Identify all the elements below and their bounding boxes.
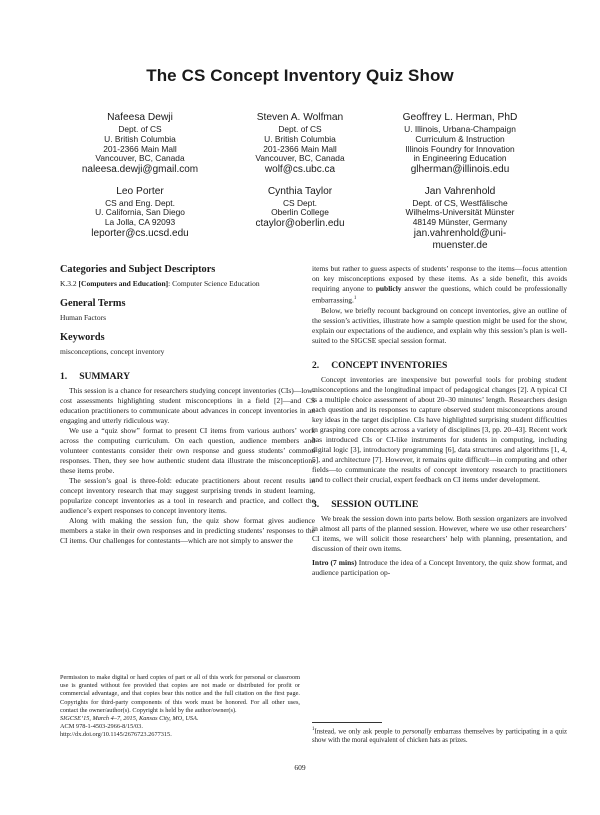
author-address: 201-2366 Main Mall xyxy=(103,143,177,154)
author-affiliation: U. California, San Diego xyxy=(95,207,185,218)
page-number: 609 xyxy=(294,763,306,772)
author-3 xyxy=(380,112,540,176)
author-name: Cynthia Taylor xyxy=(267,185,333,197)
author-affiliation: in Engineering Education xyxy=(413,153,507,164)
author-email: wolf@cs.ubc.ca xyxy=(264,164,336,176)
author-4 xyxy=(60,186,220,251)
author-affiliation: CS Dept. xyxy=(283,197,317,208)
author-affiliation: CS and Eng. Dept. xyxy=(105,197,175,208)
acm-isbn: ACM 978-1-4503-2966-8/15/03. xyxy=(60,723,143,731)
author-address: 201-2366 Main Mall xyxy=(263,143,337,154)
general-terms-heading: General Terms xyxy=(60,298,126,309)
right-column xyxy=(312,264,567,578)
left-column xyxy=(60,264,315,546)
author-email: muenster.de xyxy=(432,239,488,251)
session-outline-heading: 3. SESSION OUTLINE xyxy=(312,498,419,510)
author-email: naleesa.dewji@gmail.com xyxy=(81,164,199,176)
author-affiliation: U. Illinois, Urbana-Champaign xyxy=(404,124,516,134)
body-paragraph: Concept inventories are inexpensive but powerful tools for probing student misconceptions and the longitudinal impact of pedagogical changes [2]. A typical CI is a multiple choice assessment of about 20–30 minutes’ length. Researchers design each question and its responses to capture observed student misconceptions around key ideas in the target discipline. CIs have highlighted surprising student difficulties in grasping core concepts across a variety of disciplines [3, pp. 20–43]. Recent work has introduced CIs or CI-like instruments for students in computing, including digital logic [3], introductory programming [6], data structures and algorithms [1, 4, 5], and architecture [7]. However, it remains quite difficult—in computing and other fields—to communicate the results of concept inventory research to practitioners and to collect their crucial, expert feedback on CI items under development. xyxy=(312,374,567,484)
summary-paragraph: Along with making the session fun, the quiz show format gives audience members a stake in their own responses and in predicting students’ responses to the CI items. Our challenges for contestants—which are not simply to answer the xyxy=(60,516,315,545)
conference-line: SIGCSE’15, March 4–7, 2015, Kansas City, MO, USA. xyxy=(60,715,199,723)
author-email: ctaylor@oberlin.edu xyxy=(255,218,345,230)
keywords-heading: Keywords xyxy=(60,332,105,343)
footnote xyxy=(312,722,567,745)
author-2 xyxy=(220,112,380,176)
summary-paragraph: We use a “quiz show” format to present CI items from various authors’ work across the computing curriculum. On each question, audience members and volunteer contestants consider their own response and guess students’ common responses. Then, they see how authentic student data illustrate the misconceptions these items probe. xyxy=(60,426,315,475)
author-affiliation: Curriculum & Instruction xyxy=(415,133,505,144)
author-affiliation: Wilhelms-Universität Münster xyxy=(405,207,515,218)
author-affiliation: Dept. of CS xyxy=(118,124,162,134)
author-block xyxy=(60,112,540,251)
author-affiliation: Dept. of CS xyxy=(278,124,322,134)
paper-title: The CS Concept Inventory Quiz Show xyxy=(146,66,454,85)
author-email: leporter@cs.ucsd.edu xyxy=(91,228,189,240)
author-name: Steven A. Wolfman xyxy=(256,112,344,123)
body-paragraph: Below, we briefly recount background on concept inventories, give an outline of the session’s activities, illustrate how a sample question might be used for the show, explain our expectations of the audience, and explain why this session’s plan is well-suited to the SIGCSE special session format. xyxy=(312,305,567,345)
author-address: 48149 Münster, Germany xyxy=(412,217,508,228)
author-name: Nafeesa Dewji xyxy=(107,112,173,123)
summary-paragraph: The session’s goal is three-fold: educate practitioners about recent results in concept inventory research that may suggest surprising trends in student learning, popularize concept inventories as a tool in research and practice, and collect the audience’s expert responses to concept inventory items. xyxy=(60,476,315,515)
author-email: jan.vahrenhold@uni- xyxy=(413,228,507,240)
concept-inventories-heading: 2. CONCEPT INVENTORIES xyxy=(312,359,448,371)
author-affiliation: Illinois Foundry for Innovation xyxy=(405,143,515,154)
general-terms-text: Human Factors xyxy=(60,313,107,322)
summary-heading: 1. SUMMARY xyxy=(60,371,131,382)
author-1 xyxy=(60,112,220,176)
author-affiliation: U. British Columbia xyxy=(104,133,176,144)
summary-paragraph: This session is a chance for researchers studying concept inventories (CIs)—low-cost assessments highlighting student misconceptions in a field [2]—and CS education practitioners to communicate about advances in concept inventories in an engaging and utterly ridiculous way. xyxy=(60,386,315,425)
author-address: Vancouver, BC, Canada xyxy=(255,153,345,164)
footnote-text: $^1$Instead, we only ask people to personally embarrass themselves by participating in a quiz show with the moral equivalent of chicken hats as prizes. xyxy=(312,727,567,744)
author-name: Jan Vahrenhold xyxy=(424,185,496,197)
author-affiliation: Dept. of CS, Westfälische xyxy=(412,197,508,208)
author-6 xyxy=(380,186,540,251)
permission-text: Permission to make digital or hard copies of part or all of this work for personal or classroom use is granted without fee provided that copies are not made or distributed for profit or commercial advantage, and that copies bear this notice and the full citation on the first page. Copyrights for third-party components of this work must be honored. For all other uses, contact the owner/author(s). Copyright is held by the author/owner(s). xyxy=(60,674,300,714)
author-email: glherman@illinois.edu xyxy=(410,164,510,176)
author-5 xyxy=(220,186,380,251)
permission-block xyxy=(60,674,300,740)
body-paragraph: items but rather to guess aspects of students’ response to the items—focus attention on key misconceptions exposed by these items. As a side benefit, this avoids requiring anyone to publicly answer the questions, which could be professionally embarrassing.$^1$ xyxy=(312,264,567,305)
author-affiliation: Oberlin College xyxy=(271,207,329,218)
author-affiliation: U. British Columbia xyxy=(264,133,336,144)
author-name: Leo Porter xyxy=(116,185,164,197)
keywords-text: misconceptions, concept inventory xyxy=(60,347,165,356)
doi-link[interactable]: http://dx.doi.org/10.1145/2676723.2677315. xyxy=(60,731,172,739)
author-address: Vancouver, BC, Canada xyxy=(95,153,185,164)
intro-item: Intro (7 mins) Introduce the idea of a Concept Inventory, the quiz show format, and audience participation op- xyxy=(312,557,567,577)
categories-heading: Categories and Subject Descriptors xyxy=(60,264,216,275)
footnote-rule xyxy=(312,722,382,723)
author-name: Geoffrey L. Herman, PhD xyxy=(402,112,518,123)
author-address: La Jolla, CA 92093 xyxy=(104,217,176,228)
categories-text: K.3.2 [Computers and Education]: Computer Science Education xyxy=(60,279,260,288)
body-paragraph: We break the session down into parts below. Both session organizers are involved in almost all parts of the planned session. However, where we use other researchers’ CI items, we will solicit those researchers’ help with planning, presentation, and discussion of their own items. xyxy=(312,513,567,553)
